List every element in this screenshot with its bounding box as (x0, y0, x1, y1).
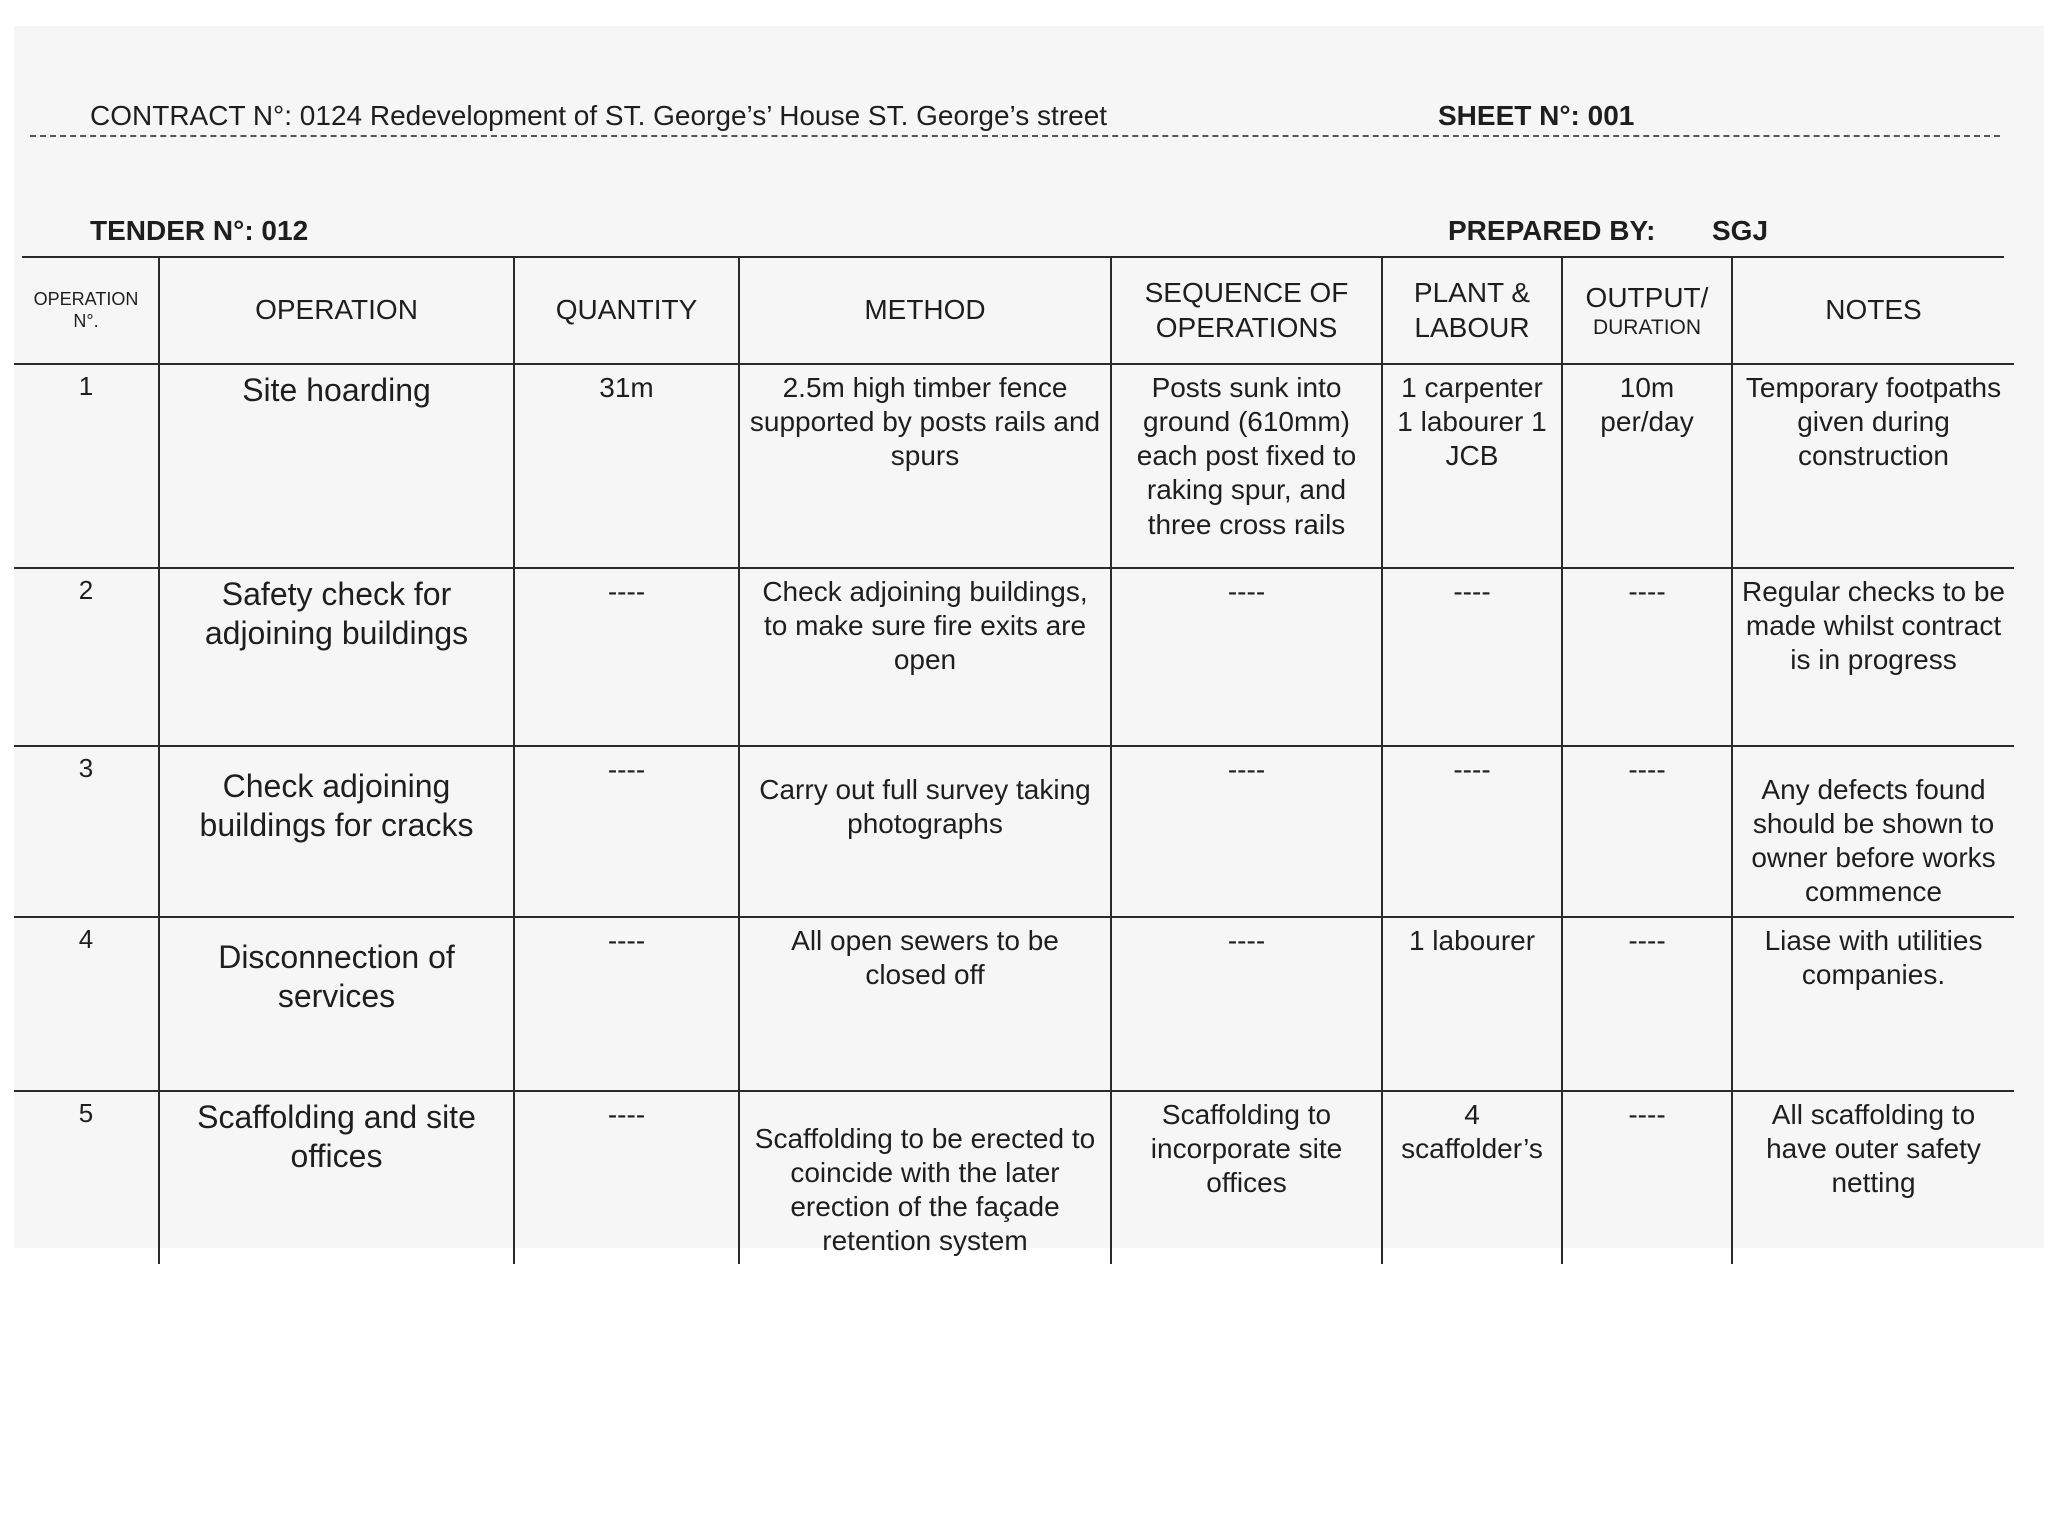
cell-plant-labour: 1 labourer (1382, 917, 1562, 1091)
header-notes: NOTES (1732, 258, 2014, 364)
header-duration: DURATION (1592, 315, 1702, 339)
cell-quantity: ---- (514, 568, 739, 746)
cell-sequence: ---- (1111, 917, 1382, 1091)
cell-sequence: Posts sunk into ground (610mm) each post fixed to raking spur, and three cross rails (1111, 364, 1382, 568)
table-row (14, 917, 2014, 1091)
cell-output: ---- (1562, 568, 1732, 746)
cell-operation: Disconnection of services (159, 917, 514, 1091)
cell-method: 2.5m high timber fence supported by posts rails and spurs (739, 364, 1111, 568)
cell-no: 4 (14, 917, 159, 1091)
cell-no: 3 (14, 746, 159, 917)
cell-notes: Liase with utilities companies. (1732, 917, 2014, 1091)
cell-notes: Regular checks to be made whilst contract is in progress (1732, 568, 2014, 746)
cell-quantity: ---- (514, 917, 739, 1091)
cell-output: ---- (1562, 1091, 1732, 1265)
header-output: OUTPUT/ (1585, 281, 1709, 313)
table-row (14, 746, 2014, 917)
cell-quantity: ---- (514, 746, 739, 917)
header-plant-labour: PLANT & LABOUR (1382, 258, 1562, 364)
table-row (14, 364, 2014, 568)
cell-plant-labour: ---- (1382, 568, 1562, 746)
cell-output: 10m per/day (1562, 364, 1732, 568)
cell-notes: Temporary footpaths given during construction (1732, 364, 2014, 568)
prepared-by-value: SGJ (1712, 215, 1769, 246)
cell-operation: Safety check for adjoining buildings (159, 568, 514, 746)
header-output-duration (1562, 258, 1732, 364)
cell-notes: Any defects found should be shown to owner before works commence (1732, 746, 2014, 917)
table-header-row (14, 258, 2014, 364)
sheet-number: SHEET N°: 001 (1438, 100, 1635, 131)
table-row (14, 568, 2014, 746)
table-row (14, 1091, 2014, 1265)
cell-output: ---- (1562, 917, 1732, 1091)
header-operation: OPERATION (159, 258, 514, 364)
operations-table (14, 258, 2014, 1264)
header-divider (30, 135, 2000, 137)
cell-no: 5 (14, 1091, 159, 1265)
cell-notes: All scaffolding to have outer safety netting (1732, 1091, 2014, 1265)
cell-plant-labour: 1 carpenter 1 labourer 1 JCB (1382, 364, 1562, 568)
header-method: METHOD (739, 258, 1111, 364)
cell-operation: Check adjoining buildings for cracks (159, 746, 514, 917)
cell-output: ---- (1562, 746, 1732, 917)
prepared-by-label: PREPARED BY: (1448, 215, 1656, 246)
header-quantity: QUANTITY (514, 258, 739, 364)
cell-method: All open sewers to be closed off (739, 917, 1111, 1091)
cell-method: Carry out full survey taking photographs (739, 746, 1111, 917)
cell-operation: Site hoarding (159, 364, 514, 568)
cell-operation: Scaffolding and site offices (159, 1091, 514, 1265)
tender-number: TENDER N°: 012 (90, 215, 309, 246)
header-sequence: SEQUENCE OF OPERATIONS (1111, 258, 1382, 364)
cell-sequence: Scaffolding to incorporate site offices (1111, 1091, 1382, 1265)
cell-no: 2 (14, 568, 159, 746)
cell-method: Check adjoining buildings, to make sure fire exits are open (739, 568, 1111, 746)
cell-no: 1 (14, 364, 159, 568)
cell-sequence: ---- (1111, 568, 1382, 746)
cell-quantity: ---- (514, 1091, 739, 1265)
header-operation-no: OPERATION N°. (14, 258, 159, 364)
cell-quantity: 31m (514, 364, 739, 568)
cell-plant-labour: ---- (1382, 746, 1562, 917)
contract-number: CONTRACT N°: 0124 Redevelopment of ST. George’s’ House ST. George’s street (90, 100, 1108, 131)
cell-sequence: ---- (1111, 746, 1382, 917)
cell-plant-labour: 4 scaffolder’s (1382, 1091, 1562, 1265)
cell-method: Scaffolding to be erected to coincide with the later erection of the façade retention system (739, 1091, 1111, 1265)
